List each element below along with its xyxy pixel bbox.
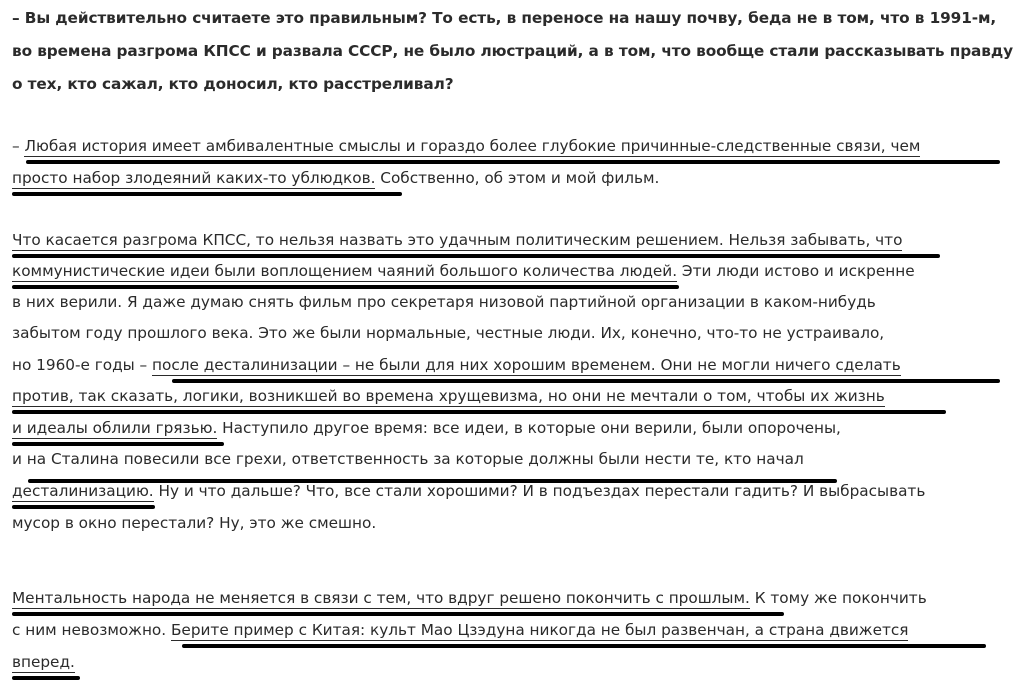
highlight-bar [12,612,784,616]
highlight-bar [12,254,940,258]
paragraph-line [12,230,902,250]
paragraph-line [12,168,659,188]
paragraph-line [12,261,915,281]
underlined-text: после десталинизации – не были для них хорошим временем. Они не могли ничего сделать [152,356,901,374]
highlight-bar [172,379,1000,383]
paragraph-line: в них верили. Я даже думаю снять фильм про секретаря низовой партийной организации в каком-нибудь [12,293,876,311]
paragraph-line [12,652,75,672]
paragraph-line: во времена разгрома КПСС и развала СССР, не было люстраций, а в том, что вообще стали рассказывать правду [12,42,1013,60]
line-text: К тому же покончить [749,589,927,607]
paragraph-line [12,418,841,438]
underlined-text: десталинизацию. [12,482,154,500]
highlight-bar [12,505,155,509]
paragraph-line [12,481,925,501]
highlight-bar [182,644,986,648]
paragraph-line [12,588,927,608]
underlined-text: Что касается разгрома КПСС, то нельзя назвать это удачным политическим решением. Нельзя забывать, что [12,231,903,249]
underlined-text: Ментальность народа не меняется в связи с тем, что вдруг решено покончить с прошлым. [12,589,750,607]
paragraph-line [12,355,901,375]
paragraph-line: о тех, кто сажал, кто доносил, кто расстреливал? [12,75,454,93]
highlight-bar [12,192,402,196]
highlight-bar [12,410,946,414]
line-text: Ну и что дальше? Что, все стали хорошими? И в подъездах перестали гадить? И выбрасывать [153,482,926,500]
line-text: Собственно, об этом и мой фильм. [375,169,660,187]
paragraph-line [12,136,920,156]
line-text: Наступило другое время: все идеи, в которые они верили, были опорочены, [217,419,841,437]
underlined-text: коммунистические идеи были воплощением чаяний большого количества людей. [12,262,678,280]
line-text: – [12,137,25,155]
underlined-text: Берите пример с Китая: культ Мао Цзэдуна никогда не был развенчан, а страна движется [170,621,909,639]
paragraph-line: мусор в окно перестали? Ну, это же смешно. [12,514,377,532]
paragraph-line: – Вы действительно считаете это правильным? То есть, в переносе на нашу почву, беда не в том, что в 1991-м, [12,9,997,27]
highlight-bar [12,285,679,289]
highlight-bar [12,676,80,680]
line-text: Эти люди истово и искренне [677,262,915,280]
paragraph-line: и на Сталина повесили все грехи, ответственность за которые должны были нести те, кто начал [12,450,804,468]
paragraph-line [12,386,885,406]
line-text: с ним невозможно. [12,621,171,639]
underlined-text: против, так сказать, логики, возникшей во времена хрущевизма, но они не мечтали о том, чтобы их жизнь [12,387,885,405]
highlight-bar [12,442,224,446]
underlined-text: и идеалы облили грязью. [12,419,218,437]
line-text: но 1960-е годы – [12,356,153,374]
highlight-bar [26,160,1000,164]
underlined-text: просто набор злодеяний каких-то ублюдков. [12,169,376,187]
paragraph-line [12,620,908,640]
underlined-text: Любая история имеет амбивалентные смыслы и гораздо более глубокие причинные-следственные связи, чем [24,137,921,155]
paragraph-line: забытом году прошлого века. Это же были нормальные, честные люди. Их, конечно, что-то не устраивало, [12,324,885,342]
underlined-text: вперед. [12,653,75,671]
